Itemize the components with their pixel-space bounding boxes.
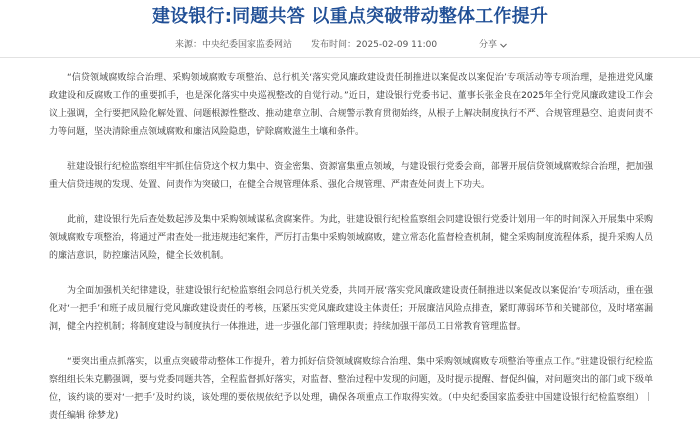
share-label: 分享 xyxy=(479,40,498,50)
article-title: 建设银行:同题共答 以重点突破带动整体工作提升 xyxy=(151,6,549,27)
article-paragraph-2: 驻建设银行纪检监察组牢牢抓住信贷这个权力集中、资金密集、资源富集重点领域，与建设银行党委会商，部署开展信贷领域腐败综合治理，把加强重大信贷违规的发现、处置、问责作为突破口，在健全合规管理体系、强化合规管理、严肃查处问责上下功夫。 xyxy=(49,162,653,190)
article-paragraph-1: “信贷领域腐败综合治理、采购领域腐败专项整治、总行机关‘落实党风廉政建设责任制推进以案促改以案促治’专项活动等专项治理，是推进党风廉政建设和反腐败工作的重要抓手，也是深化落实中央巡视整改的自觉行动。”近日，建设银行党委书记、董事长张金良在2025年全行党风廉政建设工作会议上强调，全行要把风险化解处置、问题根源性整改、推动建章立制、合规警示教育贯彻始终，从根子上解决制度执行不严、合规管理悬空、追责问责不力等问题，坚决清除重点领域腐败和廉洁风险隐患，铲除腐败滋生土壤和条件。 xyxy=(49,73,653,137)
chevron-down-icon xyxy=(499,41,508,50)
header-divider xyxy=(0,57,700,58)
article-paragraph-3: 此前，建设银行先后查处数起涉及集中采购领域谋私贪腐案件。为此，驻建设银行纪检监察组会同建设银行党委计划用一年的时间深入开展集中采购领域腐败专项整治，将通过严肃查处一批违规违纪案件，严厉打击集中采购领域腐败，建立常态化监督检查机制，健全采购制度流程体系，提升采购人员的廉洁意识，防控廉洁风险，健全长效机制。 xyxy=(49,215,653,261)
article-paragraph-5: “要突出重点抓落实，以重点突破带动整体工作提升，着力抓好信贷领域腐败综合治理、集中采购领域腐败专项整治等重点工作。”驻建设银行纪检监察组组长朱克鹏强调，要与党委同题共答，全程监督抓好落实，对监督、整治过程中发现的问题，及时提示提醒、督促纠偏，对问题突出的部门或下级单位，该约谈的要对‘一把手’及时约谈，该处理的要依规依纪予以处理，确保各项重点工作取得实效。（中央纪委国家监委驻中国建设银行纪检监察组）｜责任编辑 徐梦龙) xyxy=(49,357,653,421)
article-body xyxy=(49,69,653,425)
article-publish-time: 发布时间：2025-02-09 11:00 xyxy=(311,40,438,50)
article-meta xyxy=(0,36,700,54)
share-button[interactable] xyxy=(479,36,508,54)
article-source: 来源：中央纪委国家监委网站 xyxy=(175,40,293,50)
article-paragraph-4: 为全面加强机关纪律建设，驻建设银行纪检监察组会同总行机关党委，共同开展‘落实党风廉政建设责任制推进以案促改以案促治’专项活动，重在强化对‘一把手’和班子成员履行党风廉政建设责任的考核，压紧压实党风廉政建设主体责任；开展廉洁风险点排查，紧盯薄弱环节和关键部位，及时堵塞漏洞，健全内控机制；将制度建设与制度执行一体推进，进一步强化部门管理职责；持续加强干部员工日常教育管理监督。 xyxy=(49,286,653,332)
